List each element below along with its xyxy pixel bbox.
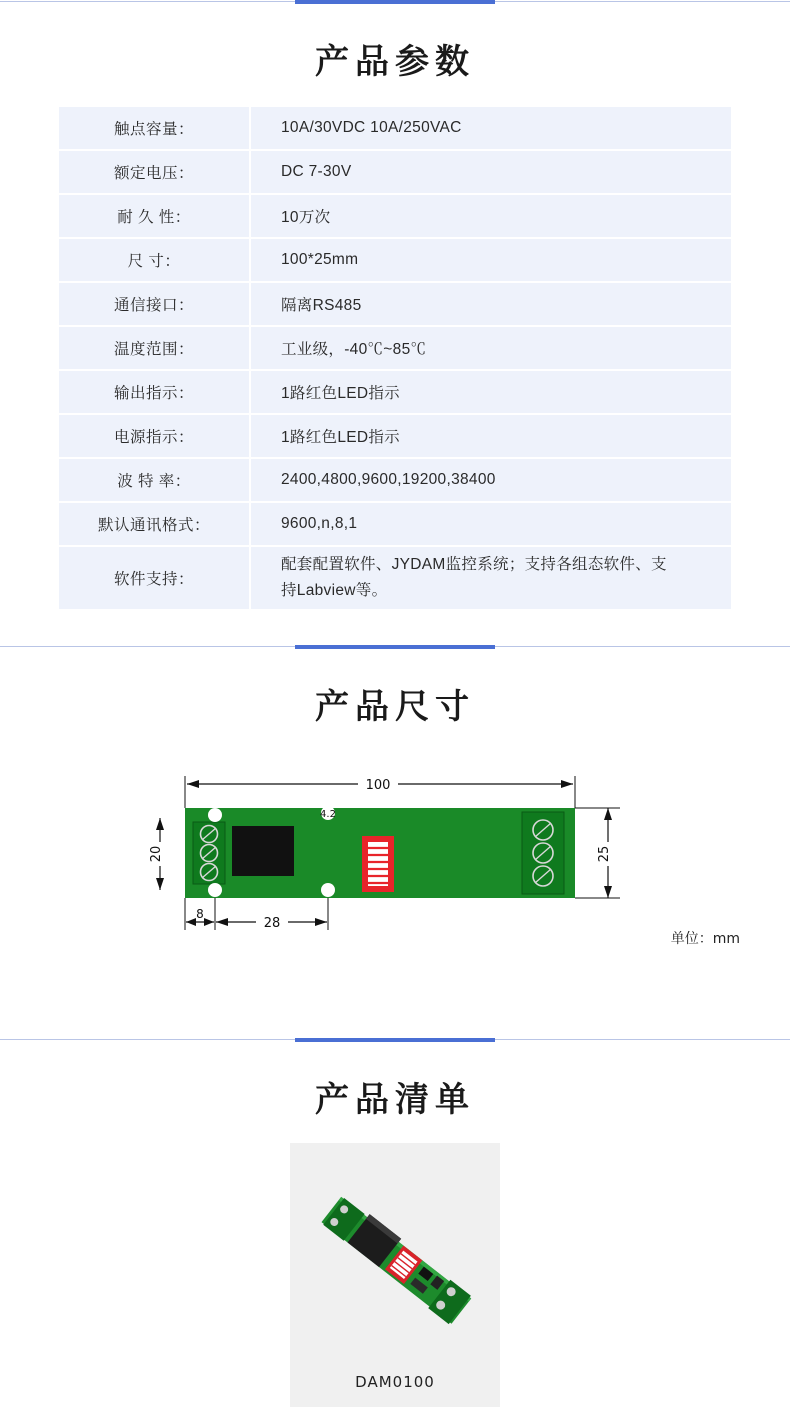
section-divider-dimensions	[0, 645, 790, 649]
dimension-relay-width-label: 28	[263, 916, 281, 931]
dimension-hole-dia-label: 4.2	[320, 809, 336, 820]
dimension-hole-offset	[186, 907, 214, 926]
spec-value: 2400,4800,9600,19200,38400	[251, 459, 731, 501]
spec-label: 温度范围：	[59, 327, 251, 369]
dimension-drawing	[0, 750, 790, 1000]
spec-label: 默认通讯格式：	[59, 503, 251, 545]
relay-component	[232, 826, 294, 876]
spec-label: 电源指示：	[59, 415, 251, 457]
spec-label: 尺 寸：	[59, 239, 251, 281]
dimension-height-left-label: 20	[149, 845, 164, 863]
unit-note: 单位：mm	[670, 931, 740, 947]
spec-label: 额定电压：	[59, 151, 251, 193]
spec-table	[59, 105, 731, 611]
product-photo-svg	[290, 1143, 500, 1373]
page-title-params: 产品参数	[315, 42, 475, 82]
spec-label: 软件支持：	[59, 547, 251, 609]
mounting-hole	[321, 883, 335, 897]
spec-label: 输出指示：	[59, 371, 251, 413]
spec-value: 1路红色LED指示	[251, 415, 731, 457]
spec-table-wrapper	[59, 105, 731, 611]
table-row	[59, 547, 731, 609]
dimension-length-label: 100	[365, 778, 391, 793]
spec-value: 100*25mm	[251, 239, 731, 281]
spec-value: 隔离RS485	[251, 283, 731, 325]
spec-value: 工业级，-40℃~85℃	[251, 327, 731, 369]
product-photo-card	[290, 1143, 500, 1407]
spec-value: 配套配置软件、JYDAM监控系统；支持各组态软件、支持Labview等。	[251, 547, 731, 609]
dimension-height-right	[597, 808, 618, 898]
spec-value: 9600,n,8,1	[251, 503, 731, 545]
mounting-hole	[208, 883, 222, 897]
spec-label: 波 特 率：	[59, 459, 251, 501]
table-row	[59, 239, 731, 281]
spec-value: 10万次	[251, 195, 731, 237]
mounting-hole	[208, 808, 222, 822]
dimension-height-right-label: 25	[597, 845, 612, 863]
product-photo	[290, 1143, 500, 1373]
product-photo-caption: DAM0100	[355, 1373, 435, 1391]
table-row	[59, 459, 731, 501]
section-divider-bom	[0, 1038, 790, 1042]
dimension-hole-offset-label: 8	[196, 907, 204, 921]
table-row	[59, 151, 731, 193]
spec-value: 10A/30VDC 10A/250VAC	[251, 107, 731, 149]
spec-label: 耐 久 性：	[59, 195, 251, 237]
table-row	[59, 283, 731, 325]
dimension-relay-width	[216, 913, 327, 931]
divider-accent-bar	[295, 645, 495, 649]
page-title-dimensions: 产品尺寸	[315, 687, 475, 727]
spec-value: 1路红色LED指示	[251, 371, 731, 413]
table-row	[59, 503, 731, 545]
page-title-bom: 产品清单	[315, 1080, 475, 1120]
spec-value: DC 7-30V	[251, 151, 731, 193]
dimension-length	[187, 775, 573, 793]
table-row	[59, 107, 731, 149]
spec-label: 触点容量：	[59, 107, 251, 149]
section-divider-params	[0, 0, 790, 4]
table-row	[59, 371, 731, 413]
dimension-height-left	[149, 818, 170, 890]
table-row	[59, 195, 731, 237]
table-row	[59, 415, 731, 457]
table-row	[59, 327, 731, 369]
divider-accent-bar	[295, 1038, 495, 1042]
divider-accent-bar	[295, 0, 495, 4]
spec-label: 通信接口：	[59, 283, 251, 325]
